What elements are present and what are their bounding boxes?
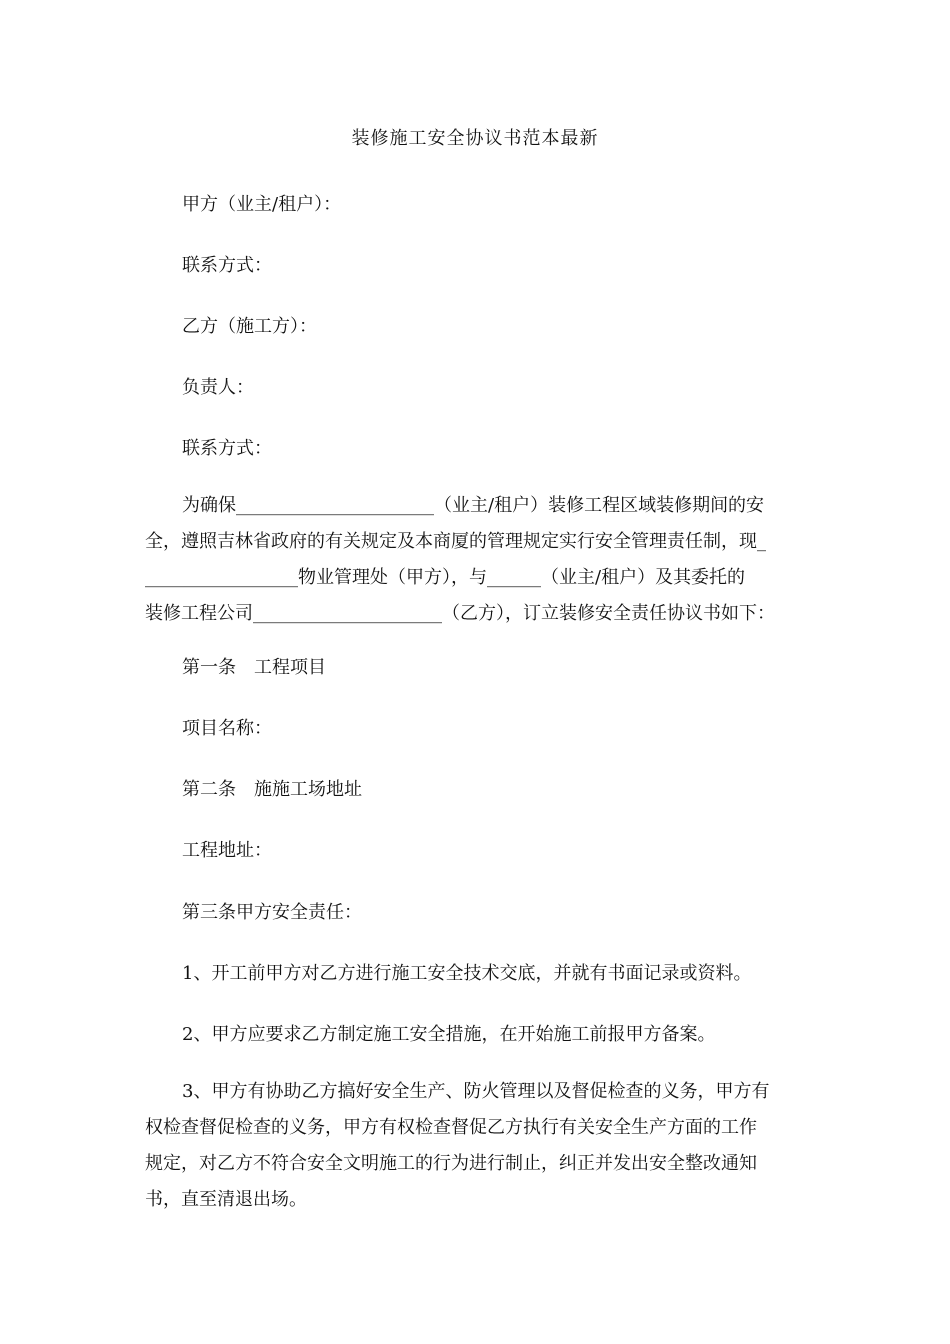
intro-line: 装修工程公司_____________________（乙方），订立装修安全责任协议书如下： bbox=[145, 603, 775, 624]
intro-paragraph bbox=[145, 488, 810, 632]
article-2-heading: 第二条 施施工场地址 bbox=[182, 779, 362, 800]
article-3-heading: 第三条甲方安全责任： bbox=[182, 902, 362, 923]
item-3-line: 3、甲方有协助乙方搞好安全生产、防火管理以及督促检查的义务，甲方有 bbox=[182, 1081, 770, 1102]
party-a-field: 甲方（业主/租户）： bbox=[182, 194, 342, 215]
project-address-field: 工程地址： bbox=[182, 840, 272, 861]
person-in-charge-field: 负责人： bbox=[182, 377, 254, 398]
article-1-heading: 第一条 工程项目 bbox=[182, 657, 326, 678]
intro-line: 全，遵照吉林省政府的有关规定及本商厦的管理规定实行安全管理责任制，现_ bbox=[145, 531, 766, 552]
document-title: 装修施工安全协议书范本最新 bbox=[351, 128, 599, 149]
intro-line: 为确保______________________（业主/租户）装修工程区域装修期间的安 bbox=[182, 495, 765, 516]
contact-b-field: 联系方式： bbox=[182, 438, 272, 459]
contact-a-field: 联系方式： bbox=[182, 255, 272, 276]
item-1: 1、开工前甲方对乙方进行施工安全技术交底，并就有书面记录或资料。 bbox=[182, 963, 752, 984]
item-2: 2、甲方应要求乙方制定施工安全措施，在开始施工前报甲方备案。 bbox=[182, 1024, 716, 1045]
intro-line: _________________物业管理处（甲方），与______（业主/租户）及其委托的 bbox=[145, 567, 746, 588]
item-3-line: 规定，对乙方不符合安全文明施工的行为进行制止，纠正并发出安全整改通知 bbox=[145, 1153, 757, 1174]
party-b-field: 乙方（施工方）： bbox=[182, 316, 317, 337]
item-3-paragraph bbox=[145, 1074, 810, 1218]
project-name-field: 项目名称： bbox=[182, 718, 272, 739]
item-3-line: 书，直至清退出场。 bbox=[145, 1189, 307, 1210]
item-3-line: 权检查督促检查的义务，甲方有权检查督促乙方执行有关安全生产方面的工作 bbox=[145, 1117, 757, 1138]
